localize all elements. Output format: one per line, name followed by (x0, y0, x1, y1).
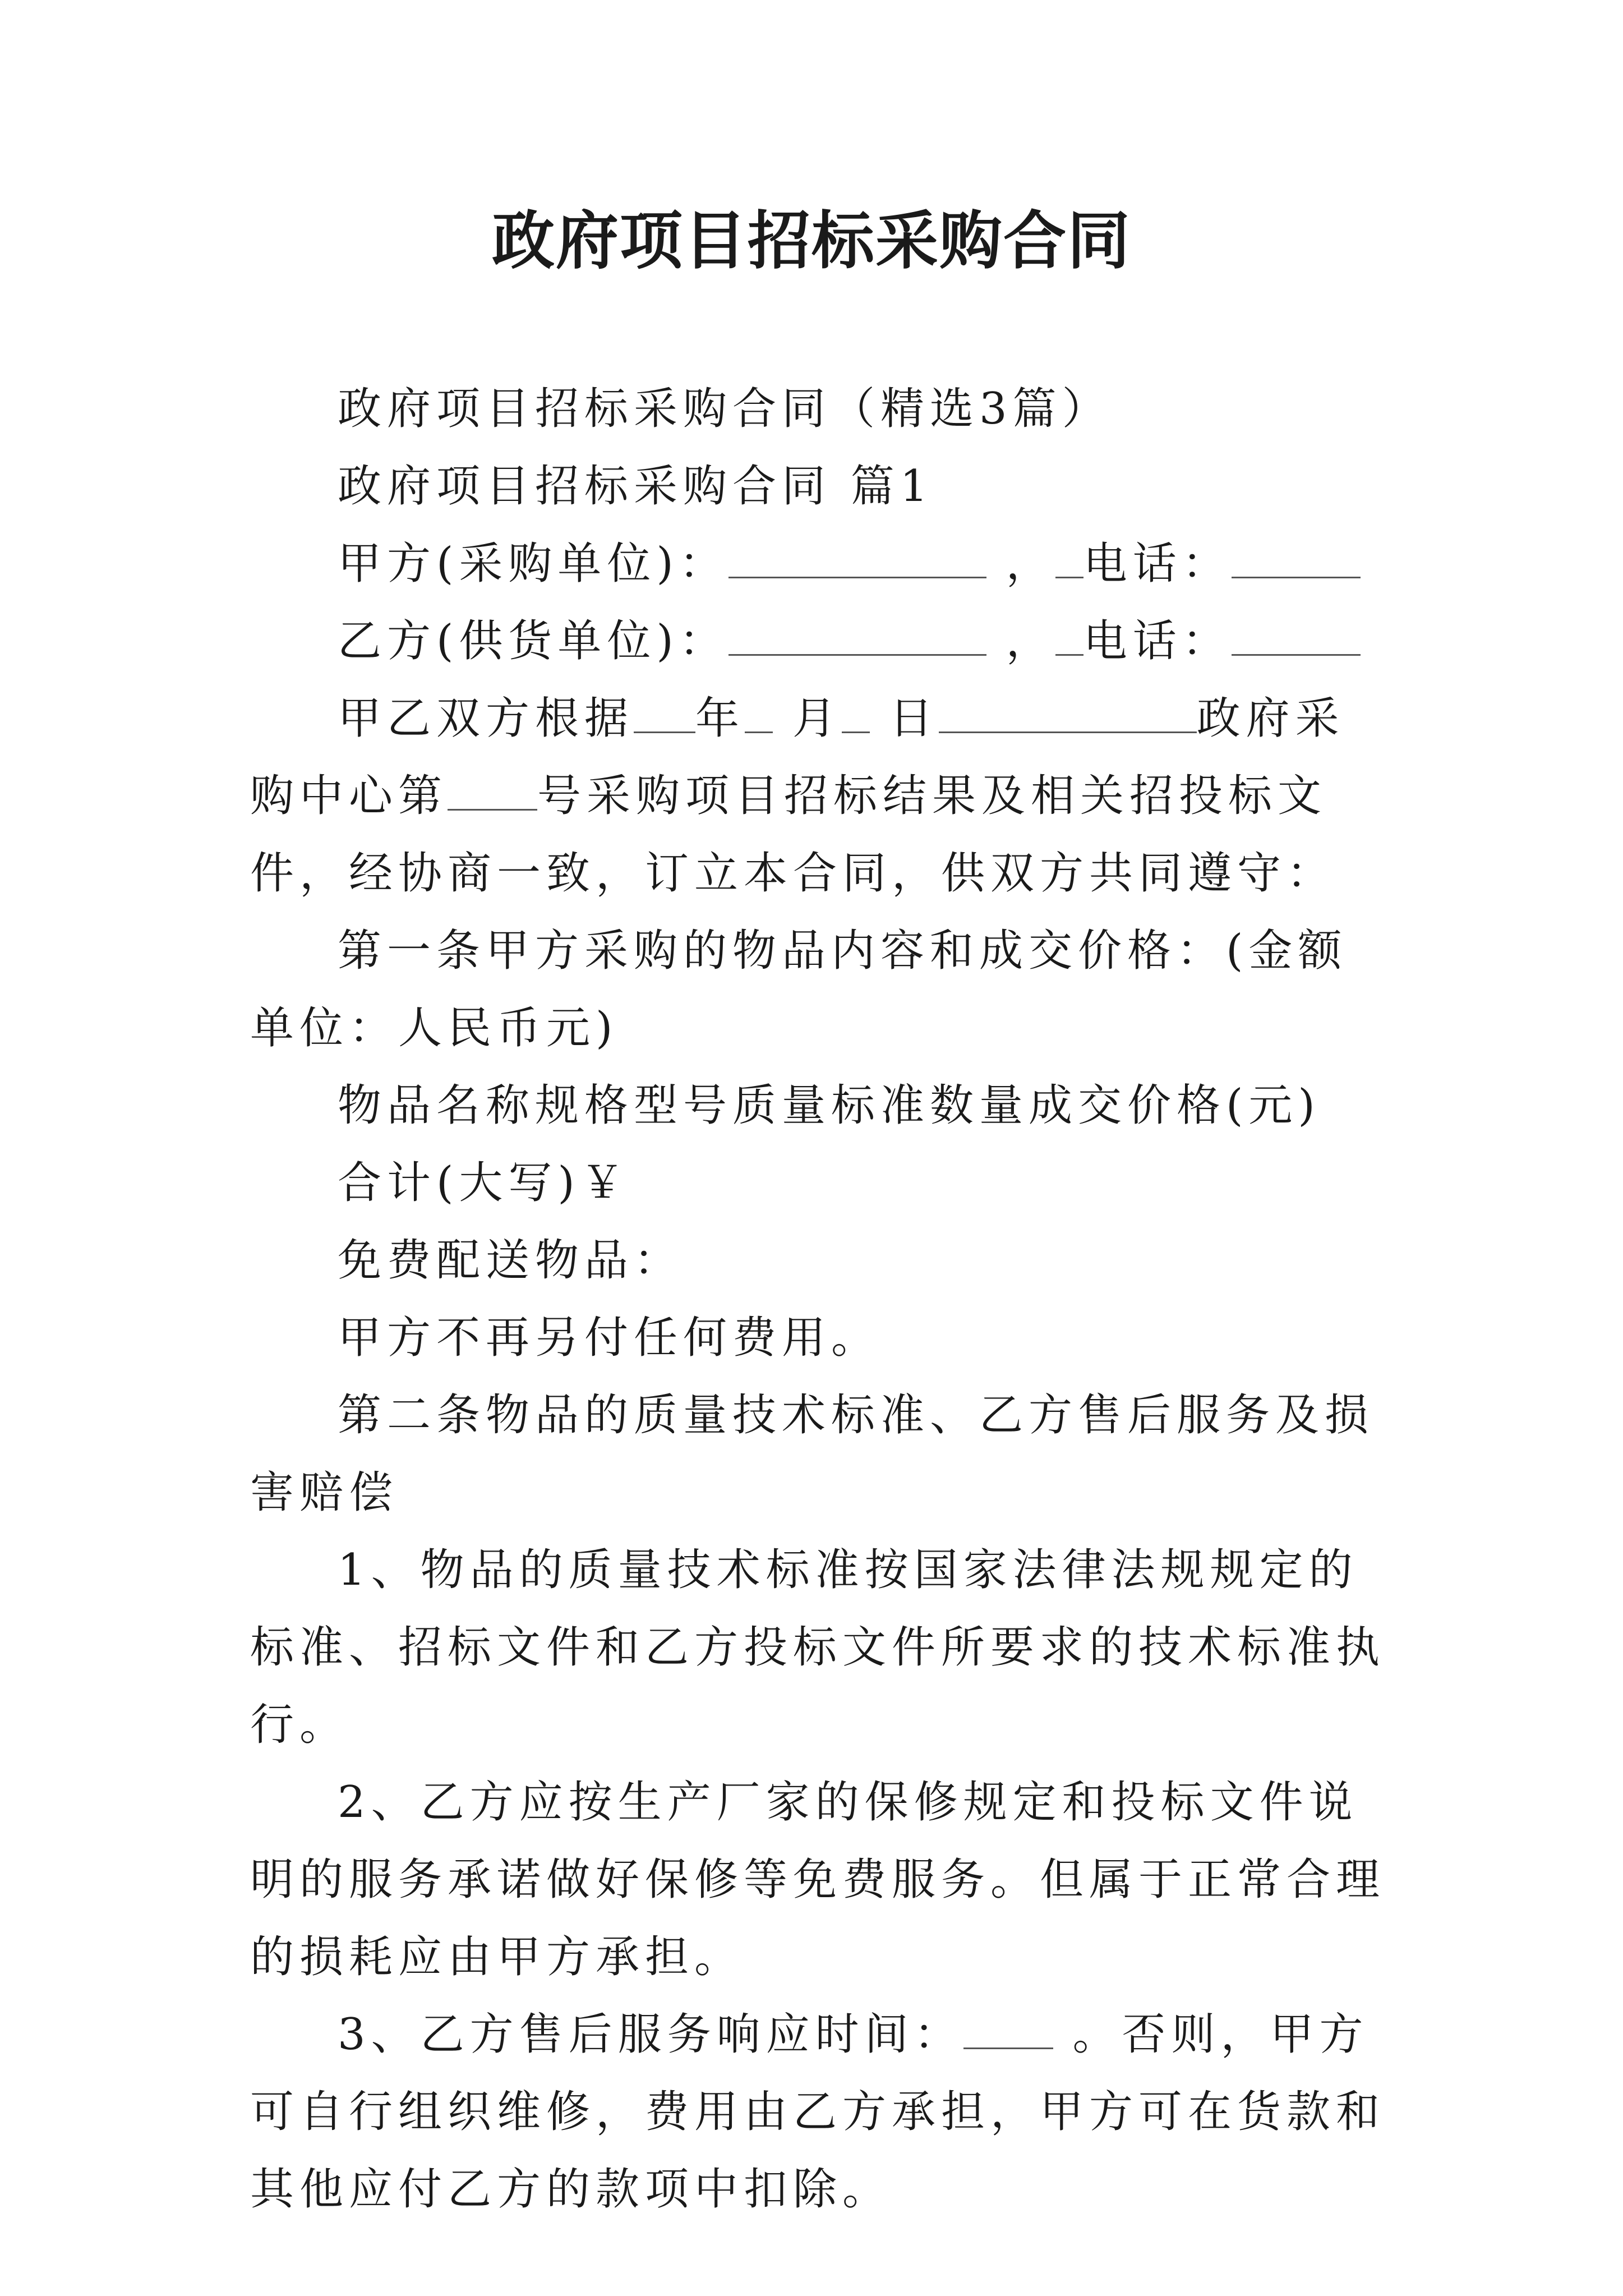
party-b-name-blank (728, 615, 986, 656)
paragraph-total (250, 1144, 1389, 1222)
party-a-phone-blank (1232, 537, 1361, 578)
blank-line (1055, 537, 1083, 578)
year-label: 年 (695, 693, 745, 744)
party-b-label: 乙方(供货单位)： (338, 616, 728, 666)
procurement-center-blank (939, 692, 1197, 733)
party-a-label: 甲方(采购单位)： (338, 539, 728, 589)
paragraph-no-extra-fee (250, 1299, 1389, 1377)
party-a-name-blank (728, 537, 986, 578)
paragraph-text: 。否则，甲方可自行组织维修，费用由乙方承担，甲方可在货款和其他应付乙方的款项中扣除。 (250, 2009, 1386, 2215)
paragraph-section-heading (250, 448, 1389, 525)
paragraph-text: 3、乙方售后服务响应时间： (338, 2009, 963, 2060)
project-number-blank (448, 770, 537, 811)
paragraph-text: 合计(大写)￥ (338, 1158, 630, 1208)
day-blank (842, 692, 870, 733)
paragraph-text: 免费配送物品： (338, 1235, 684, 1286)
paragraph-text: 1、物品的质量技术标准按国家法律法规规定的标准、招标文件和乙方投标文件所要求的技术标准执行。 (250, 1545, 1386, 1750)
paragraph-text: 第一条甲方采购的物品内容和成交价格：(金额单位：人民币元) (250, 926, 1348, 1053)
paragraph-text: 2、乙方应按生产厂家的保修规定和投标文件说明的服务承诺做好保修等免费服务。但属于正常合理的损耗应由甲方承担。 (250, 1777, 1386, 1982)
paragraph-party-b (250, 602, 1389, 680)
party-b-phone-blank (1232, 615, 1361, 656)
year-blank (634, 692, 695, 733)
comma-text: ， (1006, 616, 1055, 666)
paragraph-text: 号采购项目招标结果及相关招投标文件，经协商一致，订立本合同，供双方共同遵守： (250, 771, 1336, 899)
paragraph-text: 政府项目招标采购合同 篇1 (338, 461, 934, 512)
paragraph-clause-2 (250, 1764, 1389, 1996)
paragraph-text: 物品名称规格型号质量标准数量成交价格(元) (338, 1080, 1321, 1131)
paragraph-party-a (250, 525, 1389, 602)
paragraph-text: 甲乙双方根据 (338, 693, 634, 744)
party-a-phone-label: 电话： (1083, 539, 1232, 589)
party-b-phone-label: 电话： (1083, 616, 1232, 666)
paragraph-agreement-basis (250, 680, 1389, 912)
paragraph-text: 政府采购中心第 (250, 693, 1345, 821)
document-body (250, 370, 1389, 2228)
response-time-blank (963, 2008, 1053, 2049)
paragraph-item-header (250, 1067, 1389, 1144)
paragraph-text: 甲方不再另付任何费用。 (338, 1313, 881, 1363)
document-title: 政府项目招标采购合同 (492, 204, 1131, 278)
paragraph-clause-3 (250, 1996, 1389, 2228)
comma-text: ， (1006, 539, 1055, 589)
paragraph-text: 第二条物品的质量技术标准、乙方售后服务及损害赔偿 (250, 1390, 1375, 1518)
paragraph-article-1 (250, 912, 1389, 1067)
month-blank (745, 692, 773, 733)
day-label: 日 (889, 693, 939, 744)
paragraph-clause-1 (250, 1531, 1389, 1764)
paragraph-article-2 (250, 1377, 1389, 1531)
paragraph-subtitle (250, 370, 1389, 448)
blank-line (1055, 615, 1083, 656)
paragraph-text: 政府项目招标采购合同（精选3篇） (338, 384, 1112, 434)
month-label: 月 (792, 693, 842, 744)
paragraph-free-delivery (250, 1222, 1389, 1299)
